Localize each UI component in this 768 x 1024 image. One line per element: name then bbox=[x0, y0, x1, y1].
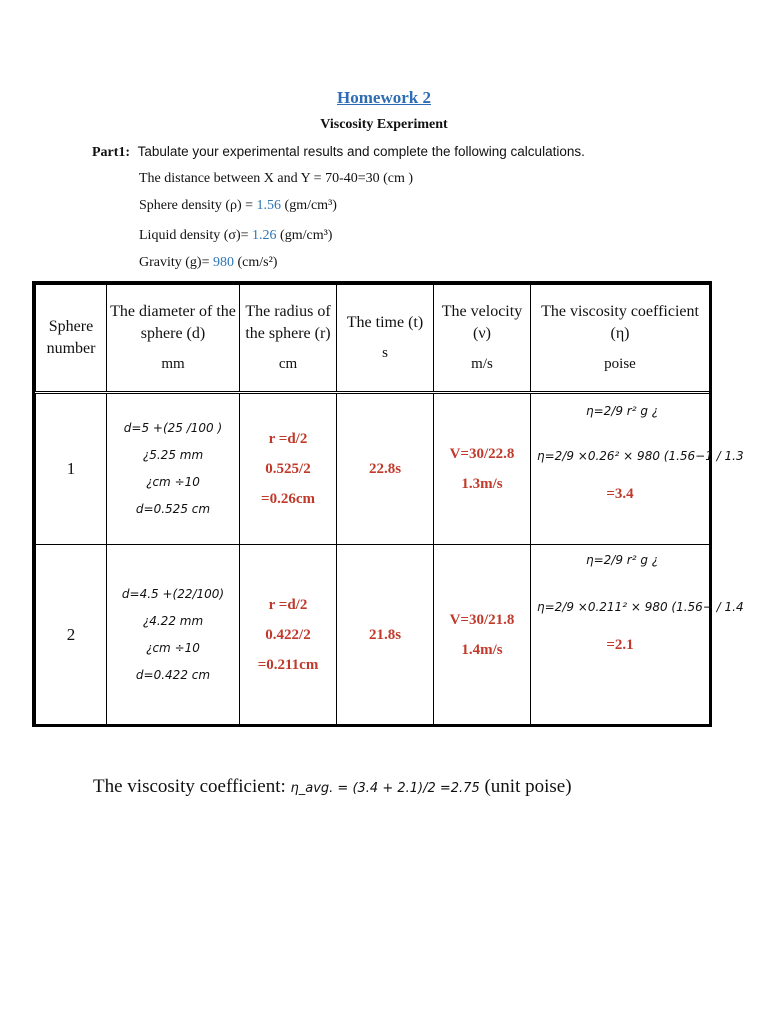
table-row bbox=[36, 545, 710, 725]
page-title: Homework 2 bbox=[337, 88, 431, 107]
liquid-density-unit: (gm/cm³) bbox=[276, 228, 333, 243]
cell-viscosity: η=2/9 r² g ¿ η=2/9 ×0.211² × 980 (1.56− / 1.4 =2.1 bbox=[531, 545, 710, 725]
results-table bbox=[32, 281, 744, 727]
sphere-density-value: 1.56 bbox=[256, 198, 282, 213]
average-label: The viscosity coefficient: bbox=[93, 776, 291, 797]
given-liquid-density bbox=[139, 228, 332, 244]
cell-viscosity: η=2/9 r² g ¿ η=2/9 ×0.26² × 980 (1.56−1 / 1.3 =3.4 bbox=[531, 393, 710, 545]
table-row bbox=[36, 393, 710, 545]
gravity-label: Gravity (g)= bbox=[139, 255, 213, 270]
given-distance: The distance between X and Y = 70-40=30 (cm ) bbox=[139, 171, 414, 186]
header-radius: The radius of the sphere (r) cm bbox=[240, 285, 337, 393]
header-time: The time (t) s bbox=[337, 285, 434, 393]
average-viscosity-line bbox=[93, 776, 572, 798]
cell-radius: r =d/2 0.525/2 =0.26cm bbox=[240, 393, 337, 545]
gravity-value: 980 bbox=[213, 255, 234, 270]
page-subtitle: Viscosity Experiment bbox=[320, 117, 448, 132]
cell-time: 21.8s bbox=[337, 545, 434, 725]
header-velocity: The velocity (ν) m/s bbox=[434, 285, 531, 393]
cell-diameter: d=5 +(25 /100 ) ¿5.25 mm ¿cm ÷10 d=0.525 cm bbox=[107, 393, 240, 545]
header-diameter: The diameter of the sphere (d) mm bbox=[107, 285, 240, 393]
average-formula: η_avg. = (3.4 + 2.1)/2 =2.75 bbox=[290, 781, 480, 796]
cell-velocity: V=30/22.8 1.3m/s bbox=[434, 393, 531, 545]
part-label: Part1: bbox=[92, 145, 131, 160]
liquid-density-value: 1.26 bbox=[252, 228, 277, 243]
liquid-density-label: Liquid density (σ)= bbox=[139, 228, 253, 243]
cell-sphere-number: 1 bbox=[36, 393, 107, 545]
header-sphere: Sphere number bbox=[36, 285, 107, 393]
sphere-density-unit: (gm/cm³) bbox=[281, 198, 337, 213]
given-gravity bbox=[139, 255, 277, 271]
given-sphere-density bbox=[139, 198, 337, 214]
cell-diameter: d=4.5 +(22/100) ¿4.22 mm ¿cm ÷10 d=0.422 cm bbox=[107, 545, 240, 725]
header-viscosity: The viscosity coefficient (η) poise bbox=[531, 285, 710, 393]
instruction-text: Tabulate your experimental results and complete the following calculations. bbox=[137, 144, 585, 159]
cell-sphere-number: 2 bbox=[36, 545, 107, 725]
average-unit: (unit poise) bbox=[479, 776, 572, 797]
cell-velocity: V=30/21.8 1.4m/s bbox=[434, 545, 531, 725]
sphere-density-label: Sphere density (ρ) = bbox=[139, 198, 257, 213]
table-header-row bbox=[36, 285, 710, 393]
part1-line bbox=[92, 144, 585, 161]
gravity-unit: (cm/s²) bbox=[234, 255, 278, 270]
cell-time: 22.8s bbox=[337, 393, 434, 545]
cell-radius: r =d/2 0.422/2 =0.211cm bbox=[240, 545, 337, 725]
